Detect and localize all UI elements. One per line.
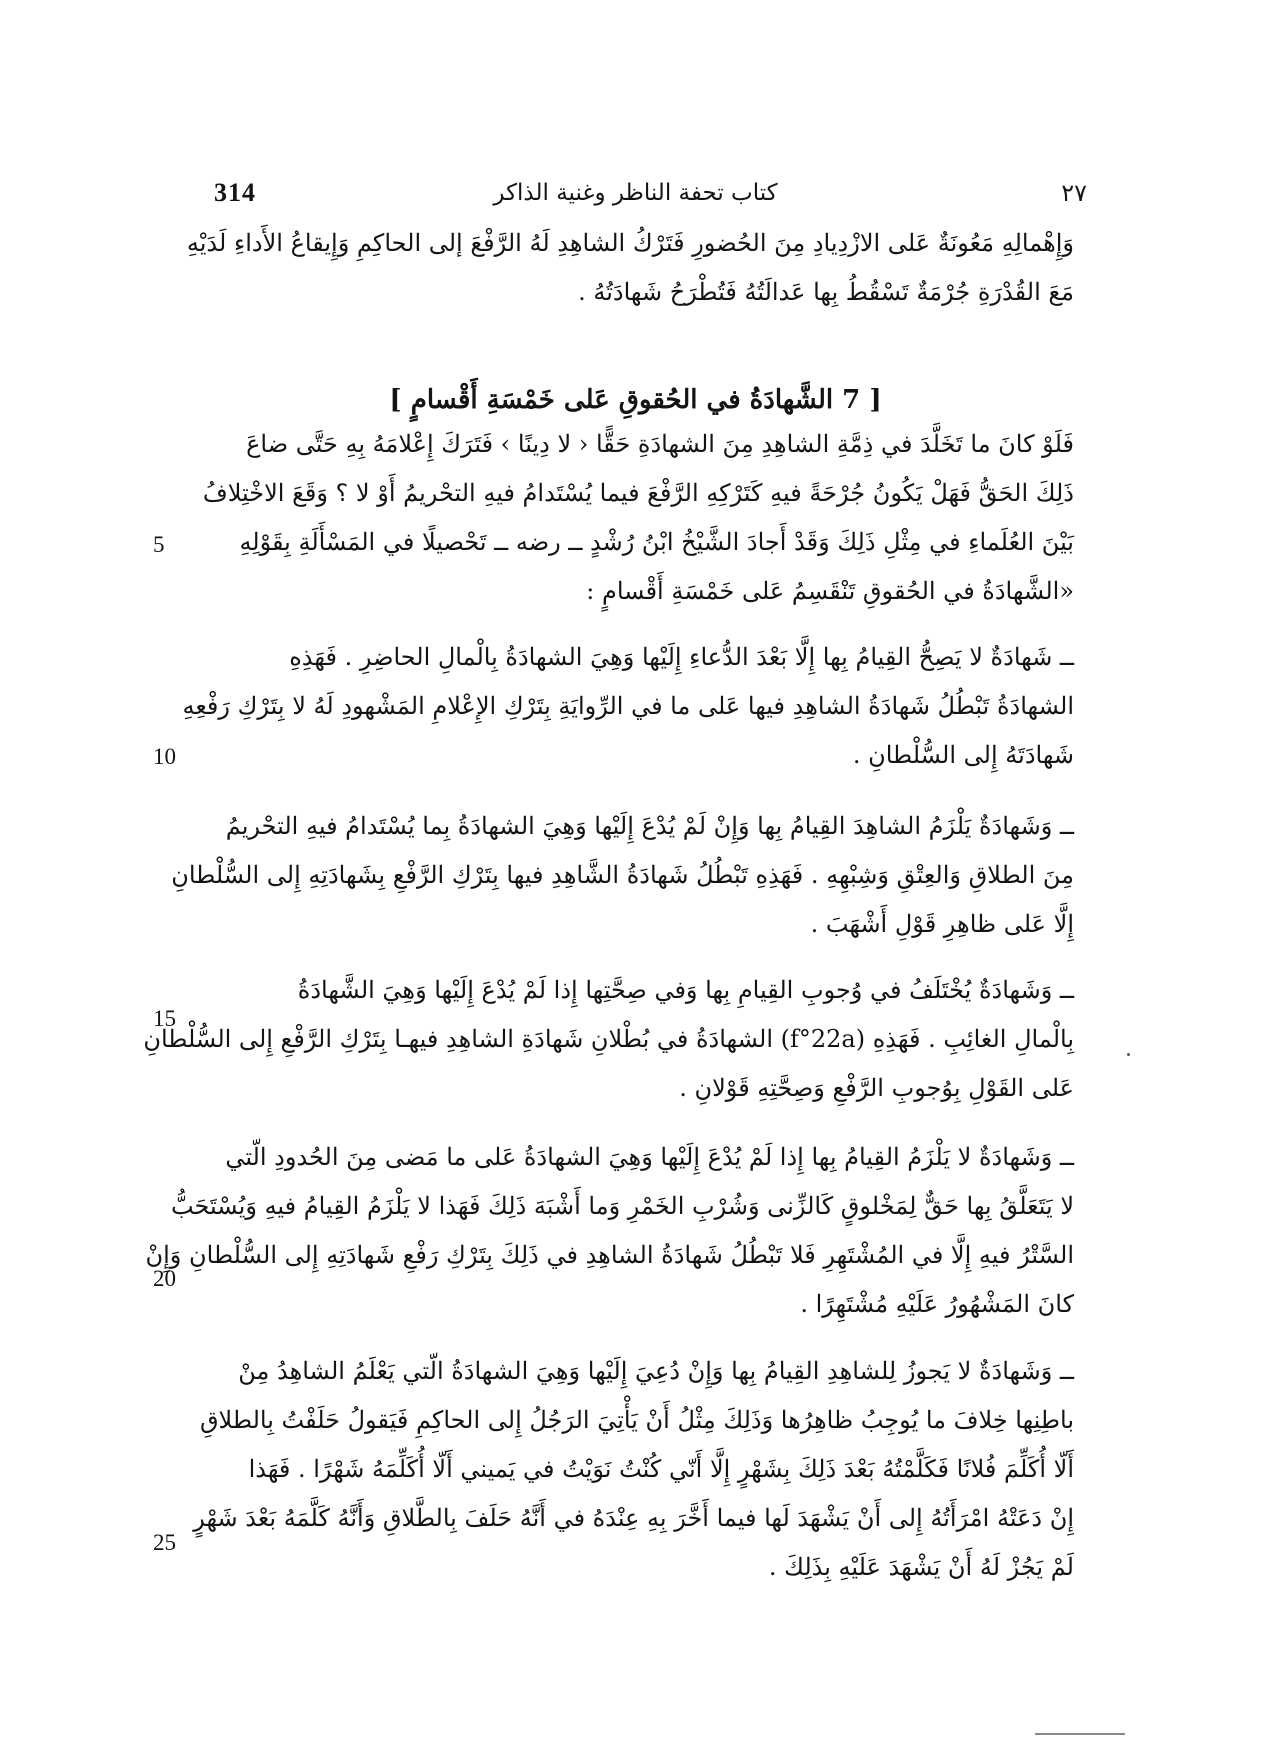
text-line: بِالْمالِ الغائِبِ . فَهَذِهِ (f°22a) الشهادَةُ في بُطْلانِ شَهادَةِ الشاهِدِ فيهـا بِتَرْكِ الرَّفْعِ إِلى السُّلْطانِ [143,1025,1074,1053]
line-number: 25 [153,1530,176,1555]
text-line: مَعَ القُدْرَةِ جُرْمَةٌ تَسْقُطُ بِها عَدالَتُهُ فَتُطْرَحُ شَهادَتُهُ . [578,278,1074,306]
intro-paragraph [186,219,1074,317]
line-number: 5 [153,532,165,557]
text-line: مِنَ الطلاقِ وَالعِتْقِ وَشِبْهِهِ . فَهَذِهِ تَبْطُلُ شَهادَةُ الشَّاهِدِ فيها بِتَرْكِ الرَّفْعِ بِشَهادَتِهِ إِلى السُّلْطانِ [171,861,1074,889]
paragraph-intro-question [202,420,1074,616]
page-number-right: ٢٧ [1061,179,1087,207]
paragraph-category-2 [171,802,1074,949]
text-line: السَّتْرُ فيهِ إِلَّا في المُشْتَهِرِ فَلا تَبْطُلُ شَهادَةُ الشاهِدِ في ذَلِكَ بِتَرْكِ رَفْعِ شَهادَتِهِ إِلى السُّلْطانِ وَإِنْ [145,1241,1074,1269]
text-line: شَهادَتَهُ إِلى السُّلْطانِ . [852,741,1074,769]
paragraph-category-1 [182,633,1074,780]
text-line: باطِنِها خِلافَ ما يُوجِبُ ظاهِرُها وَذَلِكَ مِثْلُ أَنْ يَأْتِيَ الرَجُلُ إِلى الحاكِمِ فَيَقولُ حَلَفْتُ بِالطلاقِ [199,1406,1074,1434]
page-number-left: 314 [214,178,256,207]
text-line: فَلَوْ كانَ ما تَخَلَّدَ في ذِمَّةِ الشاهِدِ مِنَ الشهادَةِ حَقًّا ‹ لا دِينًا › فَتَرَكَ إِعْلامَهُ بِهِ حَتَّى ضاعَ [246,430,1074,458]
text-line: ذَلِكَ الحَقُّ فَهَلْ يَكُونُ جُرْحَةً فيهِ كَتَرْكِهِ الرَّفْعَ فيما يُسْتَدامُ فيهِ التحْريمُ أَوْ لا ؟ وَقَعَ الاخْتِلافُ [202,479,1074,507]
text-line: ــ وَشَهادَةٌ يُخْتَلَفُ في وُجوبِ القِيامِ بِها وَفي صِحَّتِها إِذا لَمْ يُدْعَ إِلَيْها وَهِيَ الشَّهادَةُ [297,976,1074,1004]
text-line: ــ شَهادَةٌ لا يَصِحُّ القِيامُ بِها إِلَّا بَعْدَ الدُّعاءِ إِلَيْها وَهِيَ الشهادَةُ بِالْمالِ الحاضِرِ . فَهَذِهِ [289,643,1074,671]
text-line: «الشَّهادَةُ في الحُقوقِ تَنْقَسِمُ عَلى خَمْسَةِ أَقْسامٍ : [586,577,1074,605]
paragraph-category-5 [193,1347,1074,1592]
text-line: عَلى القَوْلِ بِوُجوبِ الرَّفْعِ وَصِحَّتِهِ قَوْلانِ . [679,1074,1074,1102]
text-line: ــ وَشَهادَةٌ يَلْزَمُ الشاهِدَ القِيامُ بِها وَإِنْ لَمْ يُدْعَ إِلَيْها وَهِيَ الشهادَةُ بِما يُسْتَدامُ فيهِ التحْريمُ [225,812,1074,840]
text-line: وَإِهْمالِهِ مَعُونَةٌ عَلى الازْدِيادِ مِنَ الحُضورِ فَتَرْكُ الشاهِدِ لَهُ الرَّفْعَ إلى الحاكِمِ وَإِيقاعُ الأَداءِ لَدَيْهِ [186,229,1074,257]
text-line: إِنْ دَعَتْهُ امْرَأَتُهُ إِلى أَنْ يَشْهَدَ لَها فيما أَخَّرَ بِهِ عِنْدَهُ في أَنَّهُ حَلَفَ بِالطَّلاقِ وَأَنَّهُ كَلَّمَهُ بَعْدَ شَهْرٍ [193,1504,1074,1532]
text-line: كانَ المَشْهُورُ عَلَيْهِ مُشْتَهِرًا . [800,1290,1074,1318]
text-line: لَمْ يَجُزْ لَهُ أَنْ يَشْهَدَ عَلَيْهِ بِذَلِكَ . [768,1553,1074,1581]
running-title: كتاب تحفة الناظر وغنية الذاكر [493,180,778,206]
text-line: ــ وَشَهادَةٌ لا يَلْزَمُ القِيامُ بِها إِذا لَمْ يُدْعَ إِلَيْها وَهِيَ الشهادَةُ عَلى ما مَضى مِنَ الحُدودِ الّتي [225,1143,1074,1171]
scan-edge-mark [1035,1733,1125,1735]
text-line: إِلَّا عَلى ظاهِرِ قَوْلِ أَشْهَبَ . [810,910,1074,938]
text-line: الشهادَةُ تَبْطُلُ شَهادَةُ الشاهِدِ فيها عَلى ما في الرِّوايَةِ بِتَرْكِ الإِعْلامِ المَشْهودِ لَهُ لا بِتَرْكِ رَفْعِهِ [182,692,1074,720]
scan-speck [1127,1053,1130,1056]
line-number: 10 [153,744,176,769]
text-line: لا يَتَعَلَّقُ بِها حَقٌّ لِمَخْلوقٍ كَالزِّنى وَشُرْبِ الخَمْرِ وَما أَشْبَهَ ذَلِكَ فَهَذا لا يَلْزَمُ القِيامُ فيهِ وَيُسْتَحَبُّ [170,1192,1074,1220]
section-heading: [ 7 الشَّهادَةُ في الحُقوقِ عَلى خَمْسَةِ أَقْسامٍ ] [389,385,882,415]
text-line: أَلّا أُكَلِّمَ فُلانًا فَكَلَّمْتُهُ بَعْدَ ذَلِكَ بِشَهْرٍ إِلَّا أَنّي كُنْتُ نَوَيْتُ في يَميني أَلّا أُكَلِّمَهُ شَهْرًا . فَهَذا [248,1455,1074,1483]
line-number: 15 [153,1006,176,1031]
text-line: بَيْنَ العُلَماءِ في مِثْلِ ذَلِكَ وَقَدْ أَجادَ الشَّيْخُ ابْنُ رُشْدٍ ــ رضه ــ تَحْصيلًا في المَسْأَلَةِ بِقَوْلِهِ [239,528,1074,556]
line-number: 20 [153,1266,176,1291]
text-line: ــ وَشَهادَةٌ لا يَجوزُ لِلشاهِدِ القِيامُ بِها وَإِنْ دُعِيَ إِلَيْها وَهِيَ الشهادَةُ الّتي يَعْلَمُ الشاهِدُ مِنْ [238,1357,1074,1385]
